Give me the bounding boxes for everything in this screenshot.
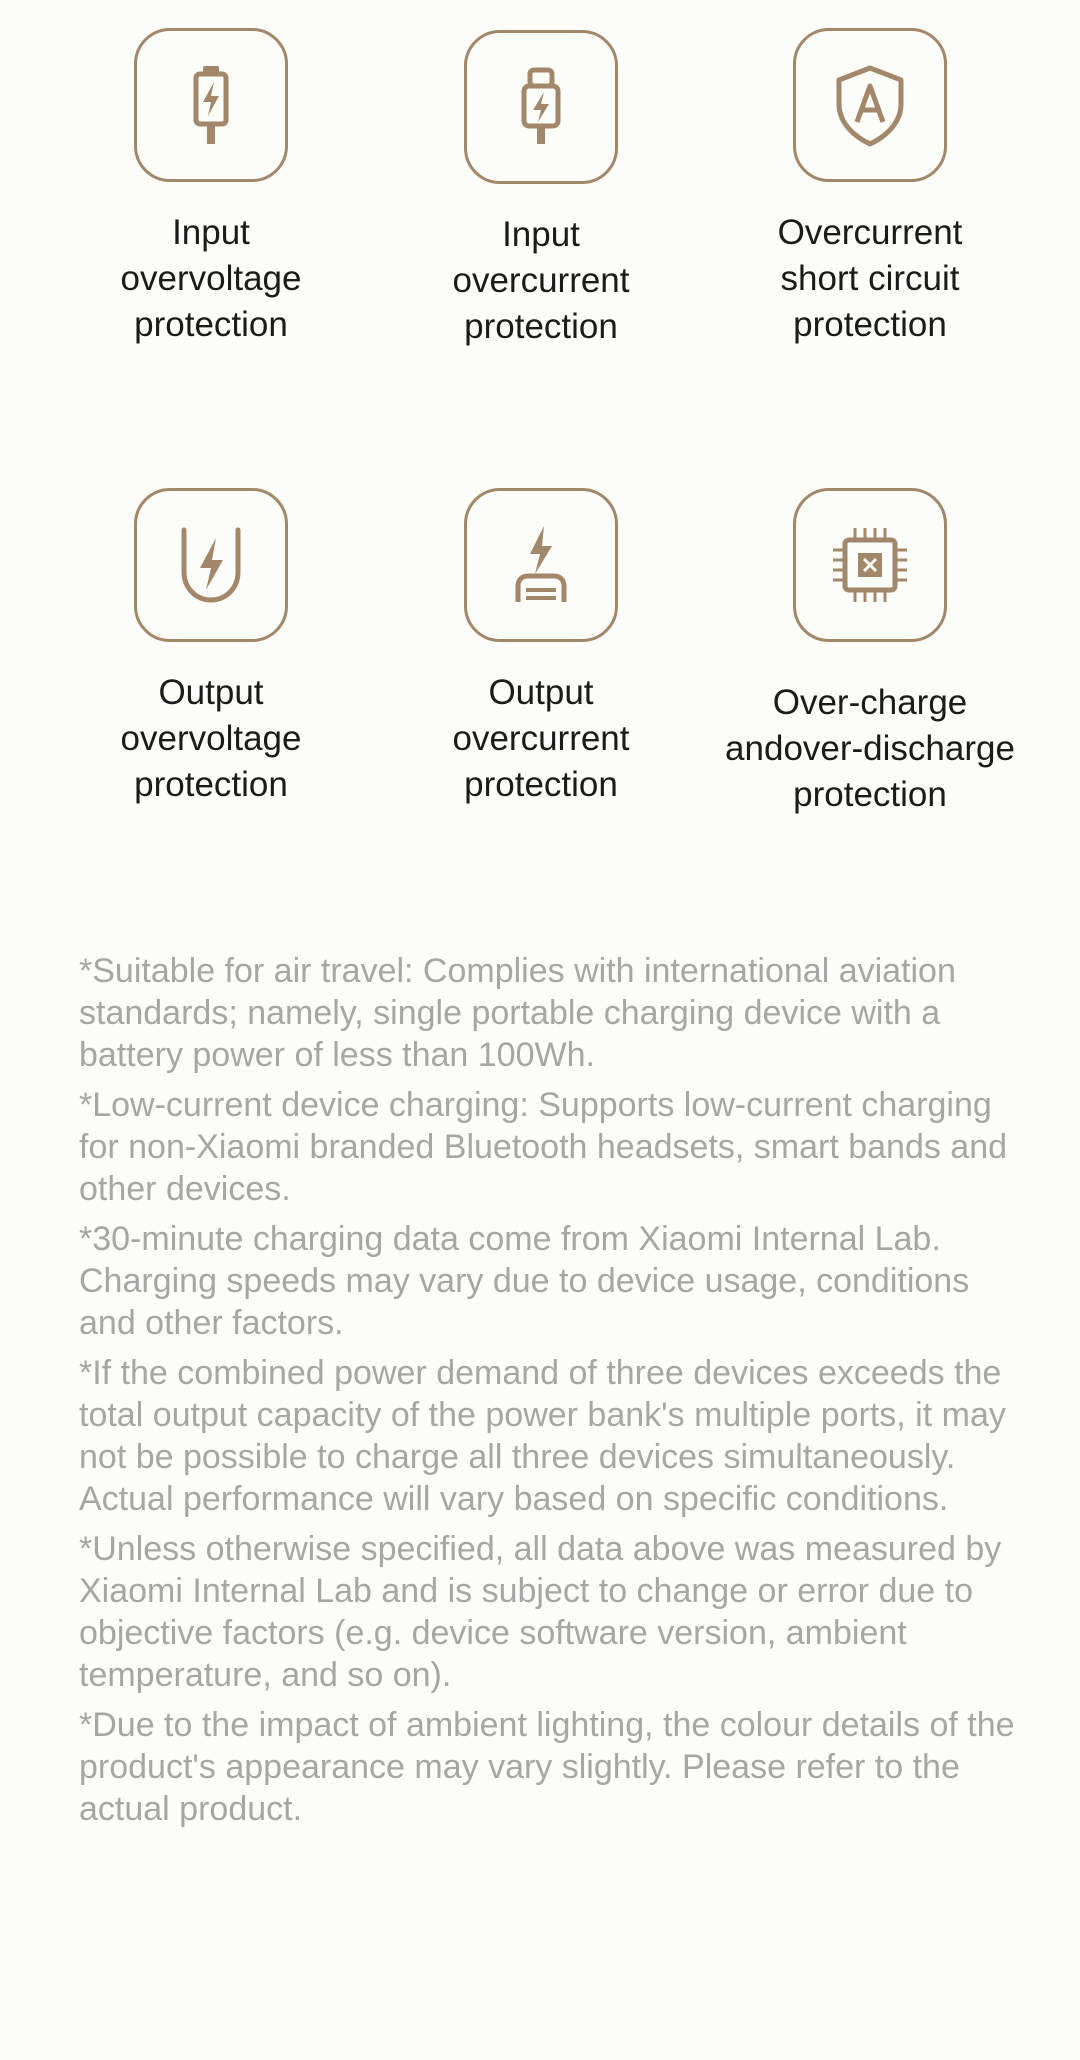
- note-measured-data: *Unless otherwise specified, all data above was measured by Xiaomi Internal Lab and is subject to change or error due to objective factors (e.g. device software version, ambient temperature, and so on).: [79, 1530, 1002, 1694]
- feature-input-overcurrent: [391, 30, 691, 350]
- feature-overcurrent-short-circuit: [720, 28, 1020, 348]
- feature-output-overcurrent: [391, 488, 691, 808]
- note-air-travel: *Suitable for air travel: Complies with international aviation standards; namely, single portable charging device with a battery power of less than 100Wh.: [79, 952, 956, 1074]
- feature-label: Input overvoltage protection: [120, 213, 302, 344]
- shield-a-icon: [793, 28, 947, 182]
- bolt-port-icon: [464, 488, 618, 642]
- note-30-minute-charging: *30-minute charging data come from Xiaomi Internal Lab. Charging speeds may vary due to device usage, conditions and other factors.: [79, 1220, 970, 1342]
- disclaimer-notes: [79, 950, 1019, 1838]
- feature-over-charge-discharge: [705, 488, 1035, 818]
- feature-label: Overcurrent short circuit protection: [777, 213, 963, 344]
- plug-bolt-icon: [464, 30, 618, 184]
- feature-output-overvoltage: [61, 488, 361, 808]
- feature-label: Over-charge andover-discharge protection: [725, 683, 1015, 814]
- note-ambient-lighting: *Due to the impact of ambient lighting, the colour details of the product's appearance may vary slightly. Please refer to the actual product.: [79, 1706, 1015, 1828]
- feature-label: Input overcurrent protection: [452, 215, 630, 346]
- note-combined-power: *If the combined power demand of three devices exceeds the total output capacity of the power bank's multiple ports, it may not be possible to charge all three devices simultaneously. Actual performance will vary based on specific conditions.: [79, 1354, 1006, 1518]
- battery-bolt-icon: [134, 28, 288, 182]
- note-low-current: *Low-current device charging: Supports low-current charging for non-Xiaomi branded Bluetooth headsets, smart bands and other devices.: [79, 1086, 1008, 1208]
- feature-input-overvoltage: [61, 28, 361, 348]
- chip-icon: [793, 488, 947, 642]
- u-bolt-icon: [134, 488, 288, 642]
- feature-label: Output overvoltage protection: [120, 673, 302, 804]
- feature-label: Output overcurrent protection: [452, 673, 630, 804]
